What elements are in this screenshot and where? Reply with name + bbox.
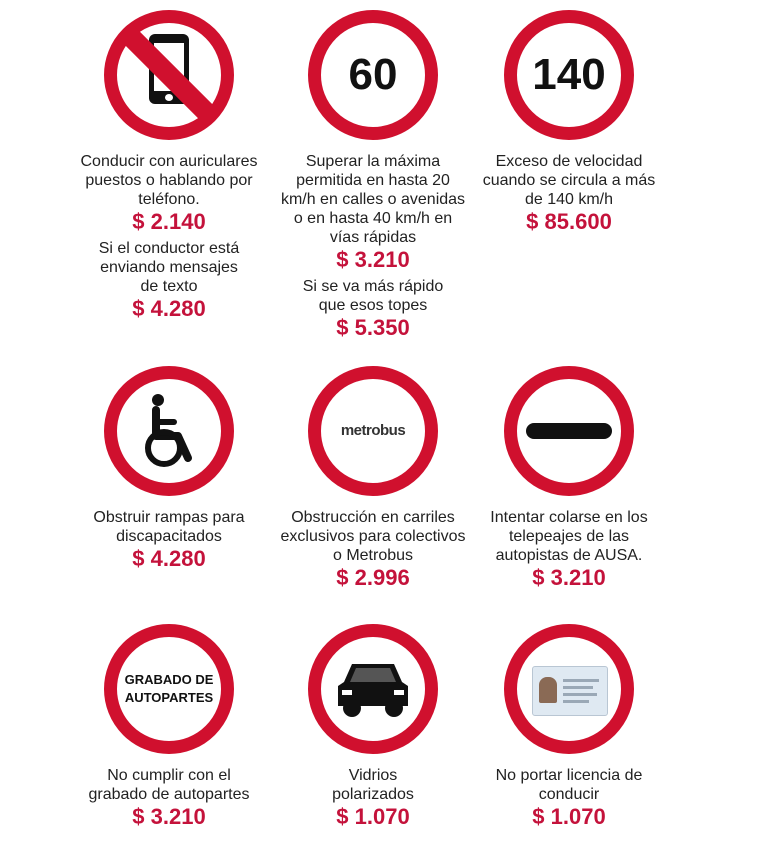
metrobus-logo: metrobus: [340, 422, 406, 439]
item-description: Vidrios polarizados: [332, 767, 414, 803]
item-description: No portar licencia de conducir: [495, 767, 643, 803]
prohibition-sign: [104, 366, 234, 496]
wheelchair-icon: [104, 366, 234, 496]
grabado-label: GRABADO DE AUTOPARTES: [124, 672, 214, 705]
item-description: Obstruir rampas para discapacitados: [93, 509, 245, 545]
prohibition-sign: [308, 624, 438, 754]
item-secondary-description: Si el conductor está enviando mensajes de texto: [98, 240, 240, 295]
prohibition-sign: [104, 624, 234, 754]
prohibition-sign: [104, 10, 234, 140]
item-description: Superar la máxima permitida en hasta 20 km/h en calles o avenidas o en hasta 40 km/h en vías rápidas: [280, 153, 466, 246]
car-icon: [308, 624, 438, 754]
fine-amount: $ 2.140: [132, 209, 206, 234]
fine-amount-secondary: $ 4.280: [132, 296, 206, 321]
no-entry-bar-icon: [526, 423, 612, 439]
fine-amount: $ 2.996: [336, 565, 410, 590]
prohibition-sign: [308, 366, 438, 496]
item-description: Exceso de velocidad cuando se circula a más de 140 km/h: [482, 153, 656, 208]
item-description: Obstrucción en carriles exclusivos para colectivos o Metrobus: [280, 509, 466, 564]
item-secondary-description: Si se va más rápido que esos topes: [302, 278, 444, 314]
speed-limit-number: 140: [532, 50, 606, 99]
fine-amount: $ 3.210: [336, 247, 410, 272]
item-description: Intentar colarse en los telepeajes de las autopistas de AUSA.: [490, 509, 648, 564]
license-card-icon: [532, 666, 608, 716]
item-toll: [449, 366, 689, 591]
fine-amount: $ 4.280: [132, 546, 206, 571]
item-description: No cumplir con el grabado de autopartes: [88, 767, 250, 803]
prohibition-sign: [504, 624, 634, 754]
no-entry-sign: [504, 366, 634, 496]
speed-limit-number: 60: [348, 50, 398, 99]
fine-amount-secondary: $ 5.350: [336, 315, 410, 340]
item-license: [449, 624, 689, 830]
item-description: Conducir con auriculares puestos o hablando por teléfono.: [80, 153, 258, 208]
fine-amount: $ 1.070: [336, 804, 410, 829]
fine-amount: $ 3.210: [132, 804, 206, 829]
fine-amount: $ 1.070: [532, 804, 606, 829]
item-speed-140: [449, 10, 689, 235]
fine-amount: $ 85.600: [526, 209, 612, 234]
fine-amount: $ 3.210: [532, 565, 606, 590]
speed-limit-sign: [504, 10, 634, 140]
speed-limit-sign: [308, 10, 438, 140]
